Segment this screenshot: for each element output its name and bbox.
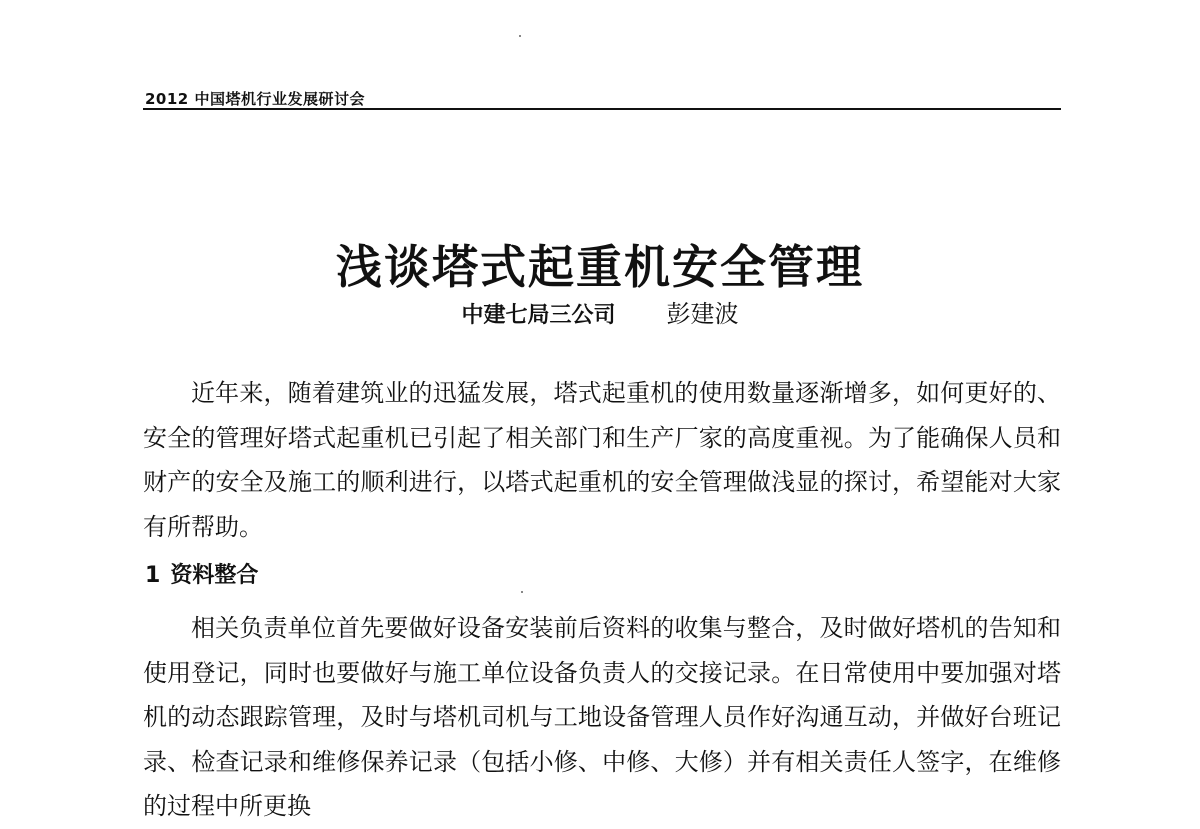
section-number: 1 [145,563,161,588]
article-title: 浅谈塔式起重机安全管理 [336,239,864,294]
intro-paragraph: 近年来，随着建筑业的迅猛发展，塔式起重机的使用数量逐渐增多，如何更好的、安全的管理好塔式起重机已引起了相关部门和生产厂家的高度重视。为了能确保人员和财产的安全及施工的顺利进行，以塔式起重机的安全管理做浅显的探讨，希望能对大家有所帮助。 [143,379,1061,541]
scan-speck [521,591,523,593]
running-header: 2012 中国塔机行业发展研讨会 [145,90,365,108]
section-paragraph: 相关负责单位首先要做好设备安装前后资料的收集与整合，及时做好塔机的告知和使用登记，同时也要做好与施工单位设备负责人的交接记录。在日常使用中要加强对塔机的动态跟踪管理，及时与塔机司机与工地设备管理人员作好沟通互动，并做好台班记录、检查记录和维修保养记录（包括小修、中修、大修）并有相关责任人签字，在维修的过程中所更换 [143,614,1061,820]
byline [0,298,1200,332]
section-heading [145,559,258,593]
author-name: 彭建波 [666,300,739,328]
author-organization: 中建七局三公司 [461,303,616,328]
header-rule [143,108,1061,110]
scan-speck [519,35,521,37]
section-title: 资料整合 [170,563,259,588]
